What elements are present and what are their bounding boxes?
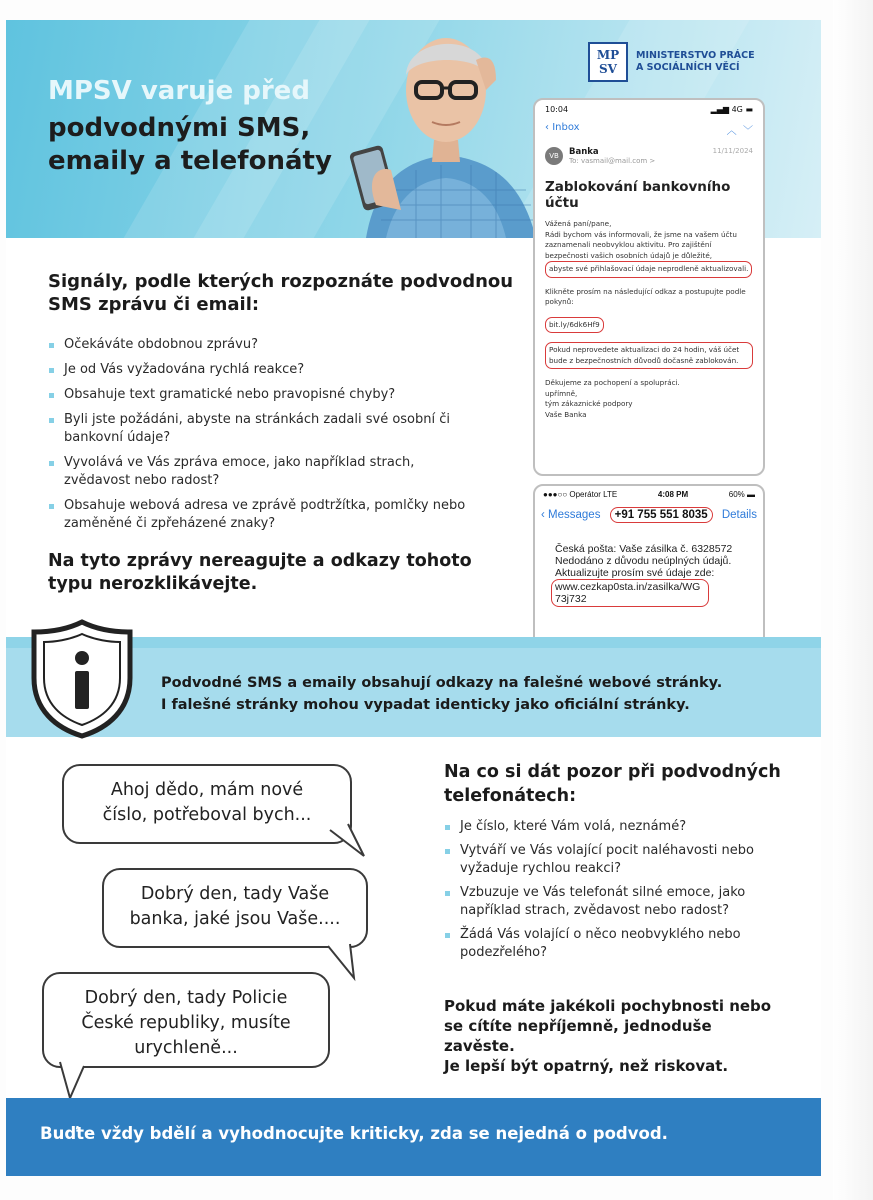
man-with-phone-illustration <box>346 20 546 238</box>
mail-instructions: Klikněte prosím na následující odkaz a postupujte podle pokynů: <box>545 286 746 306</box>
chevron-left-icon: ‹ <box>545 122 553 133</box>
mail-subject: Zablokování bankovního účtu <box>545 179 731 211</box>
mail-sender-row <box>535 137 763 165</box>
mail-sign-1: upřímně, <box>545 388 578 398</box>
sender-info <box>569 147 655 165</box>
list-item: Vzbuzuje ve Vás telefonát silné emoce, jako například strach, zvědavost nebo radost? <box>444 884 774 920</box>
logo-mark-bottom: SV <box>599 62 617 76</box>
status-time: 10:04 <box>545 105 569 114</box>
title-line-2: podvodnými SMS, <box>48 113 311 143</box>
info-band-text <box>161 672 801 716</box>
mail-sign-2: tým zákaznické podpory <box>545 399 633 408</box>
bubble-tail <box>324 924 364 984</box>
sms-link[interactable]: www.cezkap0sta.in/zasilka/WG73j732 <box>551 579 709 607</box>
phishing-email-screenshot <box>533 98 765 476</box>
list-item: Obsahuje text gramatické nebo pravopisné chyby? <box>48 386 468 404</box>
bubble-tail <box>328 820 368 860</box>
mpsv-logo <box>588 42 755 82</box>
list-item: Očekáváte obdobnou zprávu? <box>48 336 468 354</box>
status-bar <box>535 486 763 499</box>
info-line-1: Podvodné SMS a emaily obsahují odkazy na falešné webové stránky. <box>161 675 723 691</box>
title-line-3: emaily a telefonáty <box>48 146 332 176</box>
calls-list <box>444 818 774 968</box>
signals-warning: Na tyto zprávy nereagujte a odkazy tohoto typu nerozklikávejte. <box>48 551 472 594</box>
list-item: Je od Vás vyžadována rychlá reakce? <box>48 361 468 379</box>
details-link[interactable]: Details <box>721 509 757 521</box>
phishing-sms-screenshot <box>533 484 765 656</box>
mail-link[interactable]: bit.ly/6dk6Hf9 <box>545 317 604 334</box>
mail-highlight-credentials: abyste své přihlašovací údaje neprodleně aktualizovali. <box>545 261 752 278</box>
list-item: Byli jste požádáni, abyste na stránkách zadali své osobní či bankovní údaje? <box>48 411 468 447</box>
list-item: Je číslo, které Vám volá, neznámé? <box>444 818 774 836</box>
signals-heading: Signály, podle kterých rozpoznáte podvodnou SMS zprávu či email: <box>48 271 514 315</box>
footer-text: Buďte vždy bdělí a vyhodnocujte kriticky, zda se nejedná o podvod. <box>40 1124 668 1143</box>
status-battery: 60% ▬ <box>728 490 755 499</box>
chevron-down-icon[interactable]: ﹀ <box>743 126 753 137</box>
sms-message: Česká pošta: Vaše zásilka č. 6328572 Nedodáno z důvodu neúplných údajů. Aktualizujte prosím své údaje zde: <box>555 543 733 579</box>
list-item: Obsahuje webová adresa ve zprávě podtržítka, pomlčky nebo zaměněné či zpřeházené znaky? <box>48 497 468 533</box>
mpsv-logo-mark <box>588 42 628 82</box>
mpsv-logo-text <box>636 50 755 74</box>
signals-list <box>48 336 468 540</box>
sms-body <box>535 523 763 607</box>
calls-warning-2: Je lepší být opatrný, než riskovat. <box>444 1057 729 1075</box>
calls-warning <box>444 996 784 1076</box>
calls-heading: Na co si dát pozor při podvodných telefonátech: <box>444 762 781 806</box>
sender-number: +91 755 551 8035 <box>610 507 713 523</box>
mail-highlight-threat: Pokud neprovedete aktualizaci do 24 hodin, váš účet bude z bezpečnostních důvodů dočasně zablokován. <box>545 342 753 369</box>
mail-thanks: Děkujeme za pochopení a spolupráci. <box>545 378 680 387</box>
mail-sign-3: Vaše Banka <box>545 409 587 419</box>
logo-mark-top: MP <box>596 48 620 62</box>
title-line-1: MPSV varuje před <box>48 76 310 106</box>
logo-text-line-2: A SOCIÁLNÍCH VĚCÍ <box>636 62 740 73</box>
mail-body <box>535 211 763 420</box>
title-lines <box>48 112 368 178</box>
bubble-tail <box>56 1042 96 1102</box>
list-item: Vyvolává ve Vás zpráva emoce, jako například strach, zvědavost nebo radost? <box>48 454 468 490</box>
mail-greeting: Vážená paní/pane, <box>545 219 612 228</box>
sms-nav <box>535 499 763 523</box>
status-time: 4:08 PM <box>657 490 689 499</box>
chevron-left-icon: ‹ <box>541 509 549 521</box>
chevron-up-icon[interactable]: ︿ <box>726 126 737 137</box>
recipient: To: vasmail@mail.com > <box>569 157 656 165</box>
logo-text-line-1: MINISTERSTVO PRÁCE <box>636 50 755 61</box>
leaflet <box>6 20 821 1175</box>
status-signal: ▂▄▆ 4G ▬ <box>710 105 753 114</box>
status-bar <box>535 100 763 114</box>
sender-name: Banka <box>569 147 599 157</box>
info-line-2: I falešné stránky mohou vypadat identicky jako oficiální stránky. <box>161 697 690 713</box>
shield-info-icon <box>30 618 134 740</box>
calls-warning-1: Pokud máte jakékoli pochybnosti nebo se cítíte nepříjemně, jednoduše zavěste. <box>444 997 772 1055</box>
signal-icon: ▂▄▆ <box>710 105 732 114</box>
speech-bubble-bank: Dobrý den, tady Vaše banka, jaké jsou Vaše.... <box>102 868 368 948</box>
speech-bubble-police: Dobrý den, tady Policie České republiky, musíte urychleně... <box>42 972 330 1068</box>
messages-back-link[interactable]: ‹ Messages <box>541 509 601 521</box>
scan-edge <box>833 0 873 1200</box>
avatar: VB <box>545 147 563 165</box>
battery-icon: ▬ <box>745 105 753 114</box>
mail-nav <box>535 114 763 137</box>
mail-arrows <box>727 122 753 137</box>
mail-date: 11/11/2024 <box>712 147 753 155</box>
speech-bubble-grandson: Ahoj dědo, mám nové číslo, potřeboval bych... <box>62 764 352 844</box>
list-item: Vytváří ve Vás volající pocit naléhavosti nebo vyžaduje rychlou reakci? <box>444 842 774 878</box>
battery-icon: ▬ <box>747 490 755 499</box>
status-carrier: ●●●○○ Operátor LTE <box>543 490 618 499</box>
mail-paragraph: Rádi bychom vás informovali, že jsme na vašem účtu zaznamenali neobvyklou aktivitu. Pro zajištění bezpečnosti vašich osobních údajů je důležité, <box>545 229 737 260</box>
list-item: Žádá Vás volající o něco neobvyklého nebo podezřelého? <box>444 926 774 962</box>
inbox-back-link[interactable]: ‹ Inbox <box>545 122 580 133</box>
